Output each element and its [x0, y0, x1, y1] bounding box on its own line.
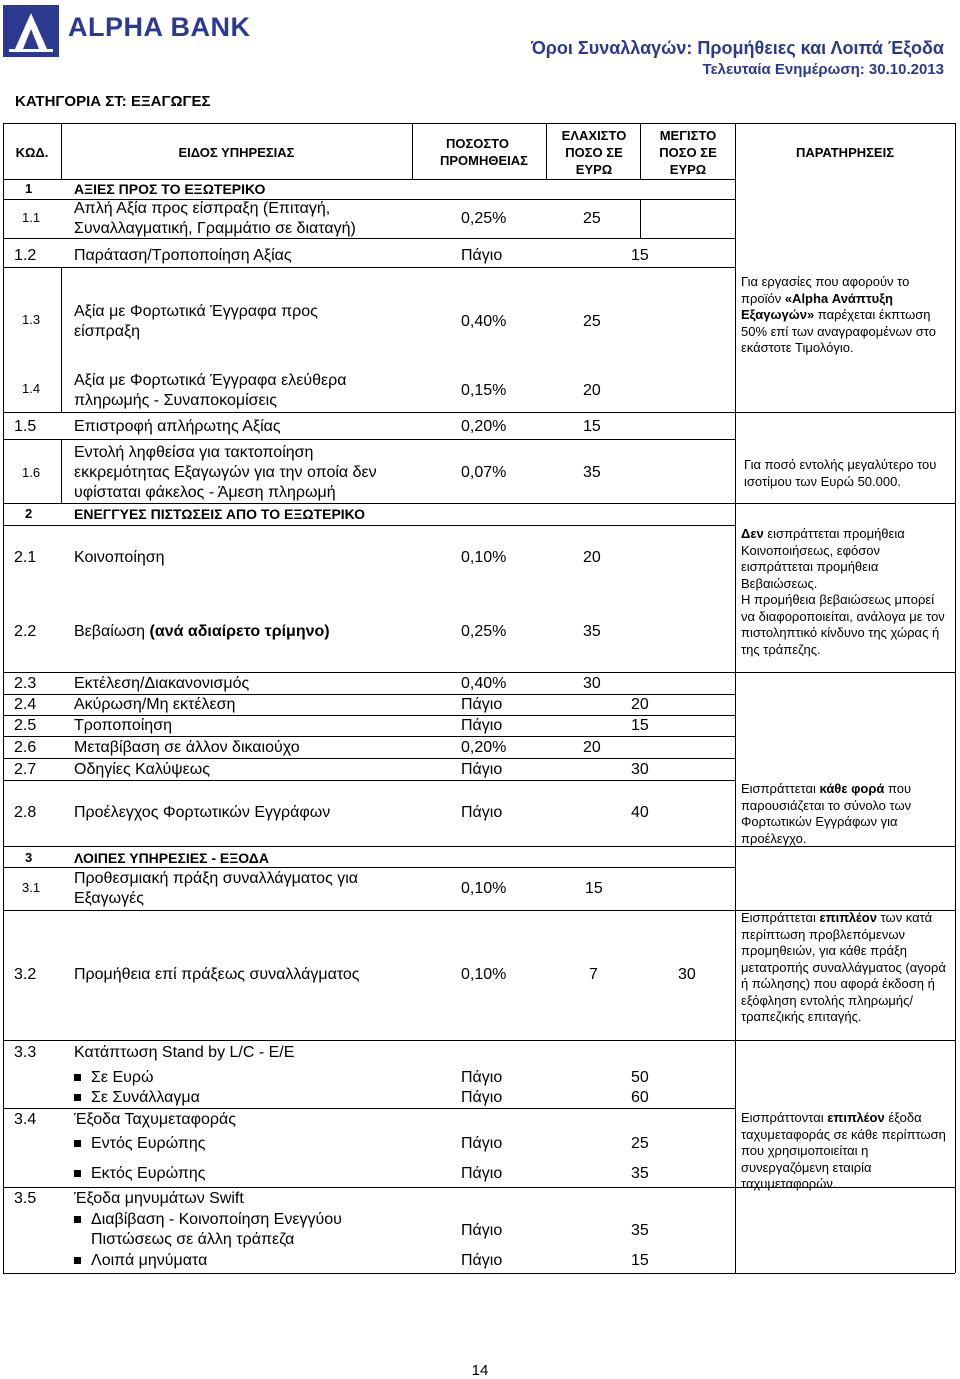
bullet-icon — [74, 1140, 81, 1147]
document-title: Όροι Συναλλαγών: Προμήθειες και Λοιπά Έξοδα — [530, 38, 944, 58]
row-label: Προμήθεια επί πράξεως συναλλάγματος — [74, 966, 360, 983]
row-min: 60 — [631, 1089, 649, 1106]
row-min: 35 — [631, 1222, 649, 1239]
row-label: είσπραξη — [74, 323, 141, 340]
row-label: Εντός Ευρώπης — [91, 1135, 206, 1152]
page-number: 14 — [471, 1362, 489, 1379]
bank-name: ALPHA BANK — [68, 12, 251, 42]
row-min: 25 — [583, 313, 601, 330]
row-label: Εντολή ληφθείσα για τακτοποίηση — [74, 444, 314, 461]
row-min: 35 — [583, 623, 601, 640]
row-label: Βεβαίωση (ανά αδιαίρετο τρίμηνο) — [74, 623, 330, 640]
section-title: ΛΟΙΠΕΣ ΥΠΗΡΕΣΙΕΣ - ΕΞΟΔΑ — [74, 850, 269, 866]
row-rate: Πάγιο — [461, 1165, 503, 1182]
row-rate: Πάγιο — [461, 1069, 503, 1086]
row-label: πληρωμής - Συναποκομίσεις — [74, 392, 277, 409]
row-rate: 0,07% — [461, 464, 507, 481]
row-code: 1 — [25, 181, 33, 196]
row-code: 1.2 — [14, 247, 37, 264]
row-label: Προέλεγχος Φορτωτικών Εγγράφων — [74, 804, 331, 821]
row-min: 50 — [631, 1069, 649, 1086]
col-header-service: ΕΙΔΟΣ ΥΠΗΡΕΣΙΑΣ — [178, 145, 295, 160]
row-label: Επιστροφή απλήρωτης Αξίας — [74, 418, 281, 435]
row-rate: Πάγιο — [461, 1222, 503, 1239]
row-label: Εκτέλεση/Διακανονισμός — [74, 675, 250, 692]
row-max: 30 — [678, 966, 696, 983]
row-rate: Πάγιο — [461, 696, 503, 713]
row-code: 2.8 — [14, 804, 37, 821]
row-min: 15 — [631, 717, 649, 734]
remark-note: Η προμήθεια βεβαιώσεως μπορεί να διαφοροποιείται, ανάλογα με τον πιστοληπτικό κίνδυνο της χώρας ή της τράπεζης. — [741, 592, 945, 657]
row-code: 1.6 — [22, 465, 41, 480]
row-label: Κατάπτωση Stand by L/C - E/E — [74, 1044, 295, 1061]
bullet-icon — [74, 1170, 81, 1177]
row-label: Σε Συνάλλαγμα — [91, 1089, 200, 1106]
row-min: 30 — [631, 761, 649, 778]
row-rate: Πάγιο — [461, 247, 503, 264]
row-code: 2.6 — [14, 739, 37, 756]
row-rate: Πάγιο — [461, 717, 503, 734]
row-label: Εξαγωγές — [74, 890, 144, 907]
row-min: 20 — [583, 739, 601, 756]
row-rate: 0,25% — [461, 623, 507, 640]
row-label: Έξοδα μηνυμάτων Swift — [74, 1190, 244, 1207]
row-label: Συναλλαγματική, Γραμμάτιο σε διαταγή) — [74, 220, 356, 237]
row-rate: Πάγιο — [461, 1089, 503, 1106]
row-rate: 0,40% — [461, 675, 507, 692]
row-rate: Πάγιο — [461, 1252, 503, 1269]
row-label: Πιστώσεως σε άλλη τράπεζα — [91, 1231, 295, 1248]
row-rate: 0,10% — [461, 549, 507, 566]
row-min: 7 — [589, 966, 598, 983]
row-label: Εκτός Ευρώπης — [91, 1165, 206, 1182]
row-rate: 0,20% — [461, 418, 507, 435]
row-code: 3.3 — [14, 1044, 37, 1061]
col-header-min: ΕΛΑΧΙΣΤΟ ΠΟΣΟ ΣΕ ΕΥΡΩ — [561, 128, 627, 177]
row-rate: 0,10% — [461, 966, 507, 983]
row-code: 2.4 — [14, 696, 37, 713]
row-min: 40 — [631, 804, 649, 821]
row-rate: Πάγιο — [461, 804, 503, 821]
row-code: 2.3 — [14, 675, 37, 692]
row-rate: 0,20% — [461, 739, 507, 756]
row-min: 30 — [583, 675, 601, 692]
row-min: 20 — [583, 382, 601, 399]
row-code: 2.5 — [14, 717, 37, 734]
alpha-bank-logo-icon — [3, 5, 59, 57]
row-code: 2.1 — [14, 549, 37, 566]
row-label: υφίσταται φάκελος - Άμεση πληρωμή — [74, 484, 336, 501]
row-code: 3.4 — [14, 1111, 37, 1128]
row-code: 1.4 — [22, 381, 41, 396]
bullet-icon — [74, 1074, 81, 1081]
row-label: Διαβίβαση - Κοινοποίηση Ενεγγύου — [91, 1211, 342, 1228]
row-label: εκκρεμότητας Εξαγωγών για την οποία δεν — [74, 464, 377, 481]
row-label: Μεταβίβαση σε άλλον δικαιούχο — [74, 739, 300, 756]
section-title: ΕΝΕΓΓΥΕΣ ΠΙΣΤΩΣΕΙΣ ΑΠΟ ΤΟ ΕΞΩΤΕΡΙΚΟ — [74, 506, 366, 522]
row-label: Σε Ευρώ — [91, 1069, 154, 1086]
row-label: Κοινοποίηση — [74, 549, 165, 566]
row-rate: 0,10% — [461, 880, 507, 897]
row-code: 3.1 — [22, 880, 41, 895]
bullet-icon — [74, 1094, 81, 1101]
section-title: ΑΞΙΕΣ ΠΡΟΣ ΤΟ ΕΞΩΤΕΡΙΚΟ — [74, 181, 266, 197]
row-min: 20 — [583, 549, 601, 566]
col-header-rate: ΠΟΣΟΣΤΟ ΠΡΟΜΗΘΕΙΑΣ — [440, 136, 528, 168]
row-label: Αξία με Φορτωτικά Έγγραφα ελεύθερα — [74, 372, 347, 389]
remark-note: Εισπράττεται επιπλέον των κατά περίπτωση προβλεπόμενων προμηθειών, για κάθε πράξη μετατροπής συναλλάγματος (αγορά ή πώλησης) που αφορά έκδοση ή εξόφληση εντολής πληρωμής/τραπεζικής επιταγής. — [741, 910, 946, 1024]
row-code: 2.7 — [14, 761, 37, 778]
row-rate: 0,25% — [461, 210, 507, 227]
col-header-remarks: ΠΑΡΑΤΗΡΗΣΕΙΣ — [795, 145, 895, 160]
remark-note: Εισπράττεται κάθε φορά που παρουσιάζεται το σύνολο των Φορτωτικών Εγγράφων για προέλεγχο. — [741, 781, 912, 846]
row-label: Οδηγίες Καλύψεως — [74, 761, 210, 778]
row-min: 20 — [631, 696, 649, 713]
row-min: 15 — [631, 247, 649, 264]
row-label: Ακύρωση/Μη εκτέλεση — [74, 696, 236, 713]
last-update: Τελευταία Ενημέρωση: 30.10.2013 — [702, 61, 944, 78]
row-code: 3.2 — [14, 966, 37, 983]
row-min: 15 — [583, 418, 601, 435]
row-min: 15 — [585, 880, 603, 897]
row-min: 35 — [583, 464, 601, 481]
category-title: ΚΑΤΗΓΟΡΙΑ ΣΤ: ΕΞΑΓΩΓΕΣ — [15, 93, 211, 110]
remark-note: Εισπράττονται επιπλέον έξοδα ταχυμεταφοράς σε κάθε περίπτωση που χρησιμοποιείται η συνεργαζόμενη εταιρία ταχυμεταφορών. — [741, 1110, 946, 1191]
remark-note: Για εργασίες που αφορούν το προϊόν «Alpha Ανάπτυξη Εξαγωγών» παρέχεται έκπτωση 50% επί των αναγραφομένων στο εκάστοτε Τιμολόγιο. — [741, 274, 936, 355]
row-label: Παράταση/Τροποποίηση Αξίας — [74, 247, 292, 264]
row-label: Αξία με Φορτωτικά Έγγραφα προς — [74, 303, 318, 320]
bullet-icon — [74, 1257, 81, 1264]
row-label: Λοιπά μηνύματα — [91, 1252, 208, 1269]
col-header-max: ΜΕΓΙΣΤΟ ΠΟΣΟ ΣΕ ΕΥΡΩ — [659, 128, 717, 177]
row-min: 25 — [583, 210, 601, 227]
remark-note: Για ποσό εντολής μεγαλύτερο του ισοτίμου των Ευρώ 50.000. — [744, 457, 937, 489]
row-label: Προθεσμιακή πράξη συναλλάγματος για — [74, 870, 359, 887]
row-code: 1.3 — [22, 312, 41, 327]
remark-note: Δεν εισπράττεται προμήθεια Κοινοποιήσεως, εφόσον εισπράττεται προμήθεια Βεβαιώσεως. — [741, 526, 905, 591]
row-label: Έξοδα Ταχυμεταφοράς — [74, 1111, 236, 1128]
row-label: Τροποποίηση — [74, 717, 172, 734]
row-code: 2.2 — [14, 623, 37, 640]
row-rate: Πάγιο — [461, 1135, 503, 1152]
row-rate: 0,15% — [461, 382, 507, 399]
row-code: 1.5 — [14, 418, 37, 435]
col-header-code: ΚΩΔ. — [15, 145, 49, 160]
row-min: 35 — [631, 1165, 649, 1182]
row-rate: 0,40% — [461, 313, 507, 330]
row-min: 15 — [631, 1252, 649, 1269]
row-code: 3 — [25, 850, 33, 865]
row-label: Απλή Αξία προς είσπραξη (Επιταγή, — [74, 200, 331, 217]
row-min: 25 — [631, 1135, 649, 1152]
bullet-icon — [74, 1216, 81, 1223]
row-code: 2 — [25, 506, 33, 521]
row-code: 3.5 — [14, 1190, 37, 1207]
row-rate: Πάγιο — [461, 761, 503, 778]
row-code: 1.1 — [22, 210, 41, 225]
